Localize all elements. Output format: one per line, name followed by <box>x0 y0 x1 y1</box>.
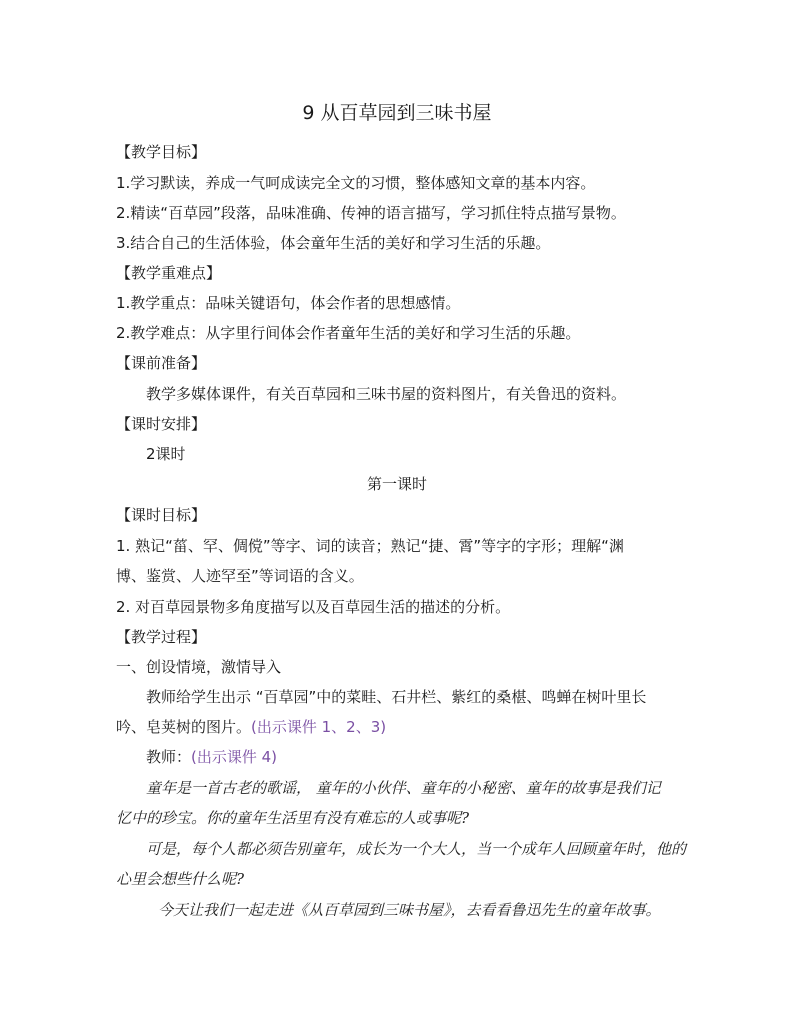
key-item: 2.教学难点：从字里行间体会作者童年生活的美好和学习生活的乐趣。 <box>116 324 581 342</box>
lesson-objective-line: 1. 熟记“菑、罕、倜傥”等字、词的读音；熟记“捷、霄”等字的字形；理解“渊 <box>116 537 624 555</box>
lesson-objectives-heading: 【课时目标】 <box>116 506 207 524</box>
objective-item: 2.精读“百草园”段落，品味准确、传神的语言描写，学习抓住特点描写景物。 <box>116 204 626 222</box>
objective-item: 1.学习默读，养成一气呵成读完全文的习惯，整体感知文章的基本内容。 <box>116 174 596 192</box>
quote-line: 今天让我们一起走进《从百草园到三味书屋》，去看看鲁迅先生的童年故事。 <box>158 901 661 919</box>
courseware-note: (出示课件 1、2、3) <box>251 718 387 736</box>
objectives-heading: 【教学目标】 <box>116 143 207 161</box>
step-paragraph <box>116 716 386 738</box>
process-heading: 【教学过程】 <box>116 628 207 646</box>
lesson-title: 第一课时 <box>366 475 427 493</box>
objective-item: 3.结合自己的生活体验，体会童年生活的美好和学习生活的乐趣。 <box>116 234 551 252</box>
quote-line: 可是，每个人都必须告别童年，成长为一个大人，当一个成年人回顾童年时，他的 <box>146 840 687 858</box>
prep-heading: 【课前准备】 <box>116 354 207 372</box>
teacher-line <box>146 746 277 768</box>
quote-line: 童年是一首古老的歌谣， 童年的小伙伴、童年的小秘密、童年的故事是我们记 <box>146 779 661 797</box>
schedule-text: 2课时 <box>146 445 186 463</box>
step-paragraph-text: 吟、皂荚树的图片。 <box>116 718 252 736</box>
teacher-label: 教师： <box>146 748 192 766</box>
key-heading: 【教学重难点】 <box>116 264 222 282</box>
step-paragraph: 教师给学生出示 “百草园”中的菜畦、石井栏、紫红的桑椹、鸣蝉在树叶里长 <box>146 688 647 706</box>
quote-line: 心里会想些什么呢? <box>116 870 245 888</box>
courseware-note: (出示课件 4) <box>191 748 278 766</box>
quote-line: 忆中的珍宝。你的童年生活里有没有难忘的人或事呢? <box>116 809 470 827</box>
schedule-heading: 【课时安排】 <box>116 415 207 433</box>
lesson-objective-line: 2. 对百草园景物多角度描写以及百草园生活的描述的分析。 <box>116 598 511 616</box>
document-title: 9 从百草园到三味书屋 <box>302 102 492 124</box>
prep-text: 教学多媒体课件，有关百草园和三味书屋的资料图片，有关鲁迅的资料。 <box>146 385 627 403</box>
step-heading: 一、创设情境，激情导入 <box>116 658 282 676</box>
key-item: 1.教学重点：品味关键语句，体会作者的思想感情。 <box>116 294 461 312</box>
lesson-objective-line: 博、鉴赏、人迹罕至”等词语的含义。 <box>116 567 364 585</box>
